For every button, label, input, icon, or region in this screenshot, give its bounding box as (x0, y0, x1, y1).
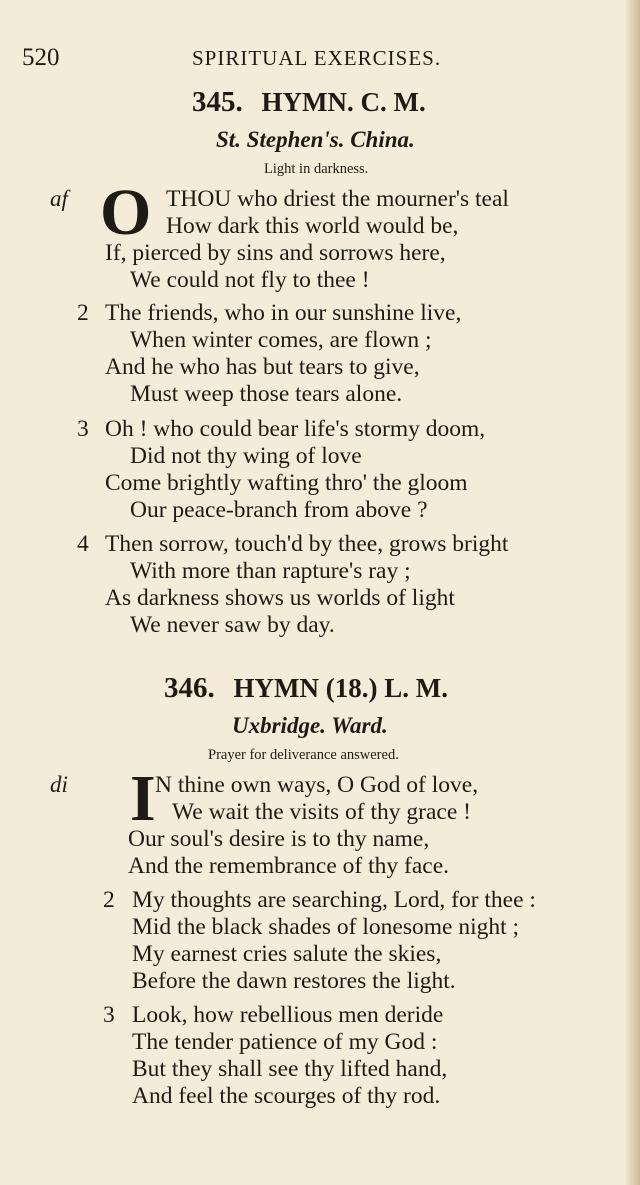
verse-line: But they shall see thy lifted hand, (132, 1056, 448, 1082)
verse-line: We wait the visits of thy grace ! (172, 799, 471, 825)
hymn-subject: Light in darkness. (264, 161, 369, 177)
page-edge (626, 0, 640, 1185)
hymn-title: HYMN. C. M. (261, 87, 426, 117)
verse-line: With more than rapture's ray ; (130, 558, 411, 584)
verse-line: And he who has but tears to give, (105, 354, 420, 380)
verse-line: Our soul's desire is to thy name, (128, 826, 430, 852)
margin-mark: di (50, 772, 68, 797)
verse-line: And feel the scourges of thy rod. (132, 1083, 441, 1109)
running-head: SPIRITUAL EXERCISES. (192, 46, 442, 70)
verse-line: If, pierced by sins and sorrows here, (105, 240, 446, 266)
verse-line: Look, how rebellious men deride (132, 1002, 444, 1028)
verse-number: 3 (103, 1002, 115, 1028)
verse-line: The friends, who in our sunshine live, (105, 300, 462, 326)
verse-line: My thoughts are searching, Lord, for thee : (132, 887, 536, 913)
verse-number: 2 (77, 300, 89, 326)
verse-line: Then sorrow, touch'd by thee, grows bright (105, 531, 509, 557)
verse-line: Our peace-branch from above ? (130, 497, 428, 523)
verse-number: 4 (77, 531, 89, 557)
hymn-number: 345. (192, 86, 243, 118)
verse-number: 2 (103, 887, 115, 913)
verse-line: My earnest cries salute the skies, (132, 941, 442, 967)
hymn-title: HYMN (18.) L. M. (233, 673, 448, 703)
page-number: 520 (22, 44, 60, 71)
verse-line: THOU who driest the mourner's teal (166, 186, 509, 212)
verse-line: Mid the black shades of lonesome night ; (132, 914, 520, 940)
verse-line: Oh ! who could bear life's stormy doom, (105, 416, 486, 442)
verse-line: And the remembrance of thy face. (128, 853, 450, 879)
drop-cap: O (100, 176, 152, 249)
verse-line: When winter comes, are flown ; (130, 327, 432, 353)
verse-line: N thine own ways, O God of love, (155, 772, 479, 798)
hymn-tunes: St. Stephen's. China. (216, 127, 415, 152)
verse-line: We could not fly to thee ! (130, 267, 370, 293)
verse-line: As darkness shows us worlds of light (105, 585, 455, 611)
hymn-subject: Prayer for deliverance answered. (208, 747, 399, 763)
verse-line: How dark this world would be, (166, 213, 459, 239)
verse-line: Must weep those tears alone. (130, 381, 403, 407)
hymn-345-heading (192, 86, 426, 119)
margin-mark: af (50, 186, 68, 211)
verse-line: Come brightly wafting thro' the gloom (105, 470, 468, 496)
drop-cap: I (130, 762, 156, 835)
hymn-tunes: Uxbridge. Ward. (232, 713, 388, 738)
hymn-number: 346. (164, 672, 215, 704)
verse-line: The tender patience of my God : (132, 1029, 438, 1055)
verse-line: Did not thy wing of love (130, 443, 362, 469)
hymn-346-heading (164, 672, 448, 705)
verse-number: 3 (77, 416, 89, 442)
verse-line: We never saw by day. (130, 612, 335, 638)
verse-line: Before the dawn restores the light. (132, 968, 456, 994)
